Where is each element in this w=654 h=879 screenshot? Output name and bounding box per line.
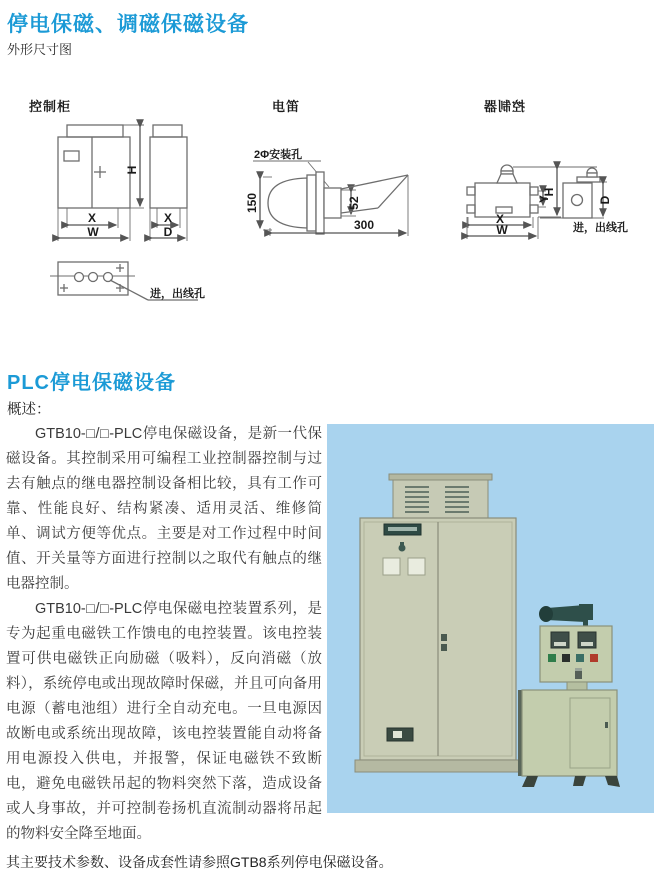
dimension-diagram-caption: 外形尺寸图 xyxy=(7,42,73,57)
controller-label-mirrored: 控制器 xyxy=(483,99,526,114)
outline-dimension-diagrams xyxy=(0,90,654,340)
controller-dim-D: D xyxy=(598,195,612,205)
product-photo xyxy=(327,424,654,813)
page-title: 停电保磁、调磁保磁设备 xyxy=(7,13,249,36)
controller-holes-label: 进，出线孔 xyxy=(573,222,628,234)
photo-large-cabinet xyxy=(355,474,520,772)
siren-dim-52: 52 xyxy=(347,196,361,210)
cabinet-dim-W: W xyxy=(87,225,99,239)
cabinet-window xyxy=(64,151,79,161)
cabinet-dim-D: D xyxy=(163,225,173,239)
controller-dim-H: H xyxy=(542,187,556,197)
controller-dim-Y: Y xyxy=(537,194,551,204)
overview-text xyxy=(6,422,322,847)
controller-dim-W: W xyxy=(496,223,508,237)
cabinet-side-dim-X: X xyxy=(163,211,173,225)
control-cabinet-label: 控制柜 xyxy=(29,99,72,114)
cabinet-holes-label: 进，出线孔 xyxy=(150,288,205,300)
siren-label: 电笛 xyxy=(272,99,301,114)
overview-paragraph-1: GTB10-□/□-PLC停电保磁设备，是新一代保磁设备。其控制采用可编程工业控制器控制与过去有触点的继电器控制设备相比较，具有工作可靠、性能良好、结构紧凑、适用灵活、维修简单、调试方便等优点。主要是对工作过程中时间值、开关量等方面进行控制以之取代有触点的继电器控制。 xyxy=(6,426,322,592)
controller-dim-X: X xyxy=(495,212,505,226)
plc-section-heading: PLC停电保磁设备 xyxy=(7,372,176,394)
siren-dim-150: 150 xyxy=(245,192,259,214)
cabinet-dim-X: X xyxy=(87,211,97,225)
cabinet-dim-H: H xyxy=(125,165,139,175)
footer-note: 其主要技术参数、设备成套性请参照GTB8系列停电保磁设备。 xyxy=(6,854,393,870)
siren-dim-300: 300 xyxy=(353,218,375,232)
overview-paragraph-2: GTB10-□/□-PLC停电保磁电控装置系列，是专为起重电磁铁工作馈电的电控装置。该电控装置可供电磁铁正向励磁（吸料），反向消磁（放料），系统停电或出现故障时保磁，并且可向备用电源（蓄电池组）进行全自动充电。一旦电源因故断电或系统出现故障，该电控装置能自动将备用电源投入供电，并报警，保证电磁铁不致断电，避免电磁铁吊起的物料突然下落，造成设备或人身事故，并可控制卷扬机直流制动器将吊起的物料安全降至地面。 xyxy=(6,601,322,842)
siren-mount-holes-label: 2Φ安装孔 xyxy=(254,149,303,161)
cabinet-top-cap xyxy=(67,125,123,137)
overview-label: 概述： xyxy=(7,402,51,418)
